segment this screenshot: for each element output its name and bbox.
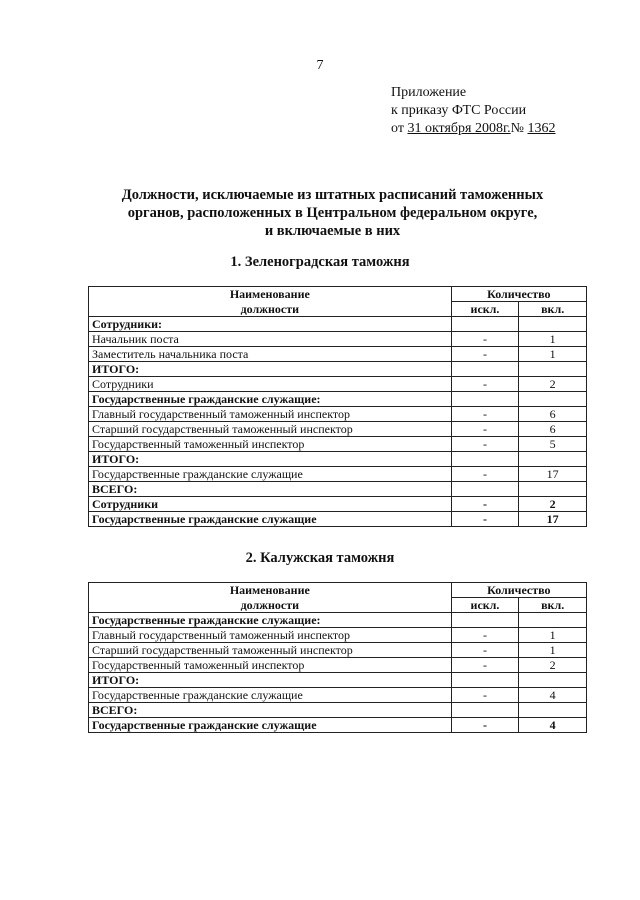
row-included-count: 1 <box>519 628 587 643</box>
row-position-name: Главный государственный таможенный инспектор <box>89 407 452 422</box>
row-position-name: ВСЕГО: <box>89 482 452 497</box>
row-excluded-count <box>451 613 519 628</box>
row-excluded-count: - <box>451 347 519 362</box>
title-line-2: органов, расположенных в Центральном федеральном округе, <box>127 205 538 221</box>
row-excluded-count: - <box>451 332 519 347</box>
row-included-count <box>519 392 587 407</box>
row-excluded-count: - <box>451 422 519 437</box>
table-header-row <box>89 287 587 302</box>
row-excluded-count: - <box>451 377 519 392</box>
row-included-count <box>519 613 587 628</box>
row-position-name: Заместитель начальника поста <box>89 347 452 362</box>
table-row <box>89 317 587 332</box>
row-position-name: Государственные гражданские служащие <box>89 718 452 733</box>
title-line-3: и включаемые в них <box>264 223 401 239</box>
row-position-name: Государственные гражданские служащие: <box>89 392 452 407</box>
appendix-date: 31 октября 2008г. <box>407 121 511 136</box>
row-position-name: ИТОГО: <box>89 673 452 688</box>
row-included-count <box>519 482 587 497</box>
row-position-name: Государственный таможенный инспектор <box>89 658 452 673</box>
table-row <box>89 482 587 497</box>
table-row <box>89 437 587 452</box>
header-name-line-2: должности <box>89 302 452 317</box>
row-position-name: Государственные гражданские служащие <box>89 467 452 482</box>
row-position-name: Начальник поста <box>89 332 452 347</box>
section-1-title: 1. Зеленоградская таможня <box>230 254 410 270</box>
row-included-count: 1 <box>519 347 587 362</box>
row-position-name: Сотрудники <box>89 497 452 512</box>
row-excluded-count <box>451 482 519 497</box>
row-position-name: ВСЕГО: <box>89 703 452 718</box>
row-position-name: Сотрудники <box>89 377 452 392</box>
row-position-name: ИТОГО: <box>89 452 452 467</box>
row-excluded-count: - <box>451 467 519 482</box>
row-excluded-count: - <box>451 437 519 452</box>
table-row <box>89 643 587 658</box>
table-row <box>89 613 587 628</box>
appendix-line-1: Приложение <box>391 85 467 100</box>
appendix-header <box>391 84 556 138</box>
header-name-line-1: Наименование <box>89 583 452 598</box>
table-header-row <box>89 302 587 317</box>
header-included: вкл. <box>519 302 587 317</box>
row-included-count: 2 <box>519 377 587 392</box>
row-included-count: 2 <box>519 658 587 673</box>
table-row <box>89 422 587 437</box>
header-excluded: искл. <box>451 598 519 613</box>
table-row <box>89 377 587 392</box>
table-header-row <box>89 583 587 598</box>
row-excluded-count: - <box>451 497 519 512</box>
appendix-number-sign: № <box>510 121 525 136</box>
header-name-line-2: должности <box>89 598 452 613</box>
header-quantity: Количество <box>451 583 586 598</box>
section-2-title: 2. Калужская таможня <box>245 550 395 566</box>
table-row <box>89 347 587 362</box>
table-row <box>89 467 587 482</box>
row-excluded-count: - <box>451 407 519 422</box>
row-excluded-count <box>451 392 519 407</box>
appendix-line-2: к приказу ФТС России <box>391 103 527 118</box>
row-excluded-count: - <box>451 718 519 733</box>
row-excluded-count <box>451 362 519 377</box>
row-excluded-count <box>451 673 519 688</box>
row-position-name: Старший государственный таможенный инспектор <box>89 422 452 437</box>
appendix-order-number: 1362 <box>527 121 556 136</box>
table-body <box>89 613 587 733</box>
row-excluded-count <box>451 452 519 467</box>
table-row <box>89 673 587 688</box>
row-excluded-count <box>451 317 519 332</box>
row-position-name: Сотрудники: <box>89 317 452 332</box>
table-row <box>89 407 587 422</box>
appendix-line-3 <box>391 120 556 138</box>
row-position-name: Государственный таможенный инспектор <box>89 437 452 452</box>
row-included-count: 2 <box>519 497 587 512</box>
appendix-date-prefix: от <box>391 121 408 136</box>
row-included-count: 6 <box>519 422 587 437</box>
row-position-name: Старший государственный таможенный инспектор <box>89 643 452 658</box>
table-row <box>89 688 587 703</box>
table-row <box>89 512 587 527</box>
title-line-1: Должности, исключаемые из штатных расписаний таможенных <box>121 187 544 203</box>
header-quantity: Количество <box>451 287 586 302</box>
row-position-name: Государственные гражданские служащие <box>89 688 452 703</box>
row-included-count <box>519 452 587 467</box>
table-kaluga <box>88 582 587 733</box>
table-row <box>89 452 587 467</box>
row-included-count: 1 <box>519 643 587 658</box>
table-row <box>89 497 587 512</box>
row-included-count: 17 <box>519 467 587 482</box>
row-position-name: ИТОГО: <box>89 362 452 377</box>
row-excluded-count: - <box>451 688 519 703</box>
row-included-count: 5 <box>519 437 587 452</box>
row-included-count <box>519 703 587 718</box>
row-included-count <box>519 362 587 377</box>
table-row <box>89 718 587 733</box>
row-included-count: 4 <box>519 718 587 733</box>
row-position-name: Государственные гражданские служащие <box>89 512 452 527</box>
row-excluded-count <box>451 703 519 718</box>
document-title <box>60 186 605 240</box>
header-excluded: искл. <box>451 302 519 317</box>
table-row <box>89 628 587 643</box>
row-included-count <box>519 317 587 332</box>
table-row <box>89 392 587 407</box>
header-included: вкл. <box>519 598 587 613</box>
table-header-row <box>89 598 587 613</box>
header-name-line-1: Наименование <box>89 287 452 302</box>
table-row <box>89 703 587 718</box>
row-excluded-count: - <box>451 628 519 643</box>
row-included-count: 6 <box>519 407 587 422</box>
table-body <box>89 317 587 527</box>
table-row <box>89 332 587 347</box>
table-row <box>89 362 587 377</box>
row-excluded-count: - <box>451 643 519 658</box>
table-row <box>89 658 587 673</box>
page-number: 7 <box>316 58 324 73</box>
row-excluded-count: - <box>451 658 519 673</box>
row-included-count: 17 <box>519 512 587 527</box>
row-included-count: 1 <box>519 332 587 347</box>
table-zelenograd <box>88 286 587 527</box>
row-position-name: Главный государственный таможенный инспектор <box>89 628 452 643</box>
row-position-name: Государственные гражданские служащие: <box>89 613 452 628</box>
row-included-count: 4 <box>519 688 587 703</box>
row-excluded-count: - <box>451 512 519 527</box>
row-included-count <box>519 673 587 688</box>
